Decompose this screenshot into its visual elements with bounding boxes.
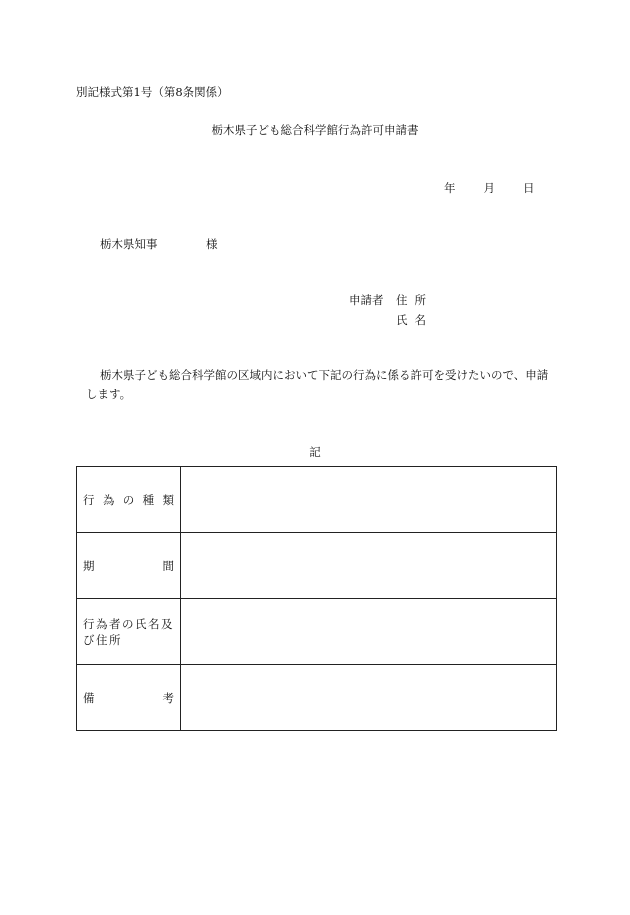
ki-heading: 記 bbox=[309, 445, 321, 459]
applicant-name-label: 氏名 bbox=[396, 313, 433, 327]
applicant-label: 申請者 bbox=[349, 293, 384, 307]
row-label-actor bbox=[77, 599, 181, 665]
applicant-address-label: 住所 bbox=[396, 293, 433, 307]
act-type-label: 行 為 の 種 類 bbox=[83, 492, 174, 507]
actor-label: 行為者の氏名及び住所 bbox=[83, 616, 174, 647]
items-table bbox=[76, 466, 557, 731]
table-row bbox=[77, 467, 557, 533]
row-label-remarks bbox=[77, 665, 181, 731]
addressee-honorific: 様 bbox=[206, 237, 218, 251]
date-month: 月 bbox=[483, 181, 495, 195]
table-row bbox=[77, 533, 557, 599]
remarks-label: 備 考 bbox=[83, 690, 174, 705]
row-label-act-type bbox=[77, 467, 181, 533]
row-value-act-type[interactable] bbox=[181, 467, 557, 533]
request-statement: 栃木県子ども総合科学館の区域内において下記の行為に係る許可を受けたいので、申請します。 bbox=[86, 368, 549, 401]
period-label: 期 間 bbox=[83, 558, 174, 573]
row-label-period bbox=[77, 533, 181, 599]
row-value-actor[interactable] bbox=[181, 599, 557, 665]
addressee-name: 栃木県知事 bbox=[100, 237, 158, 251]
document-title: 栃木県子ども総合科学館行為許可申請書 bbox=[211, 123, 419, 137]
date-line bbox=[444, 180, 535, 196]
table-row bbox=[77, 599, 557, 665]
date-year: 年 bbox=[444, 181, 456, 195]
row-value-period[interactable] bbox=[181, 533, 557, 599]
date-day: 日 bbox=[523, 181, 535, 195]
form-number: 別記様式第1号（第8条関係） bbox=[76, 85, 229, 99]
row-value-remarks[interactable] bbox=[181, 665, 557, 731]
table-row bbox=[77, 665, 557, 731]
